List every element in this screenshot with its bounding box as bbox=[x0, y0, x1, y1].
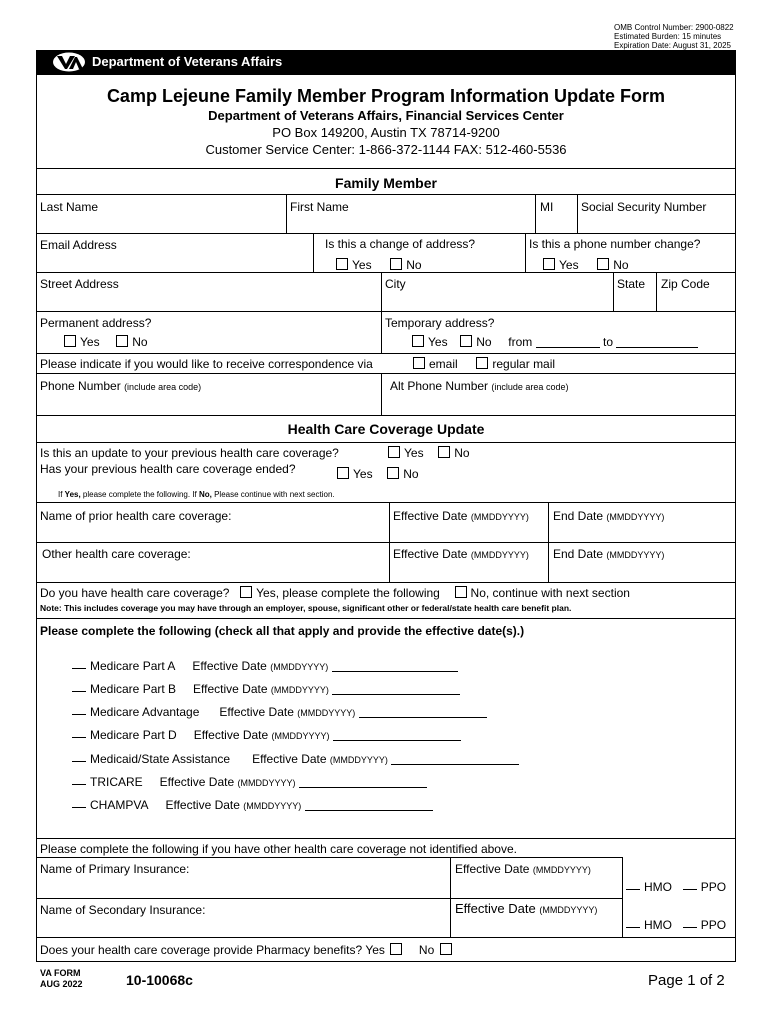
instruction-no: No, bbox=[198, 490, 212, 499]
omb-info bbox=[614, 23, 734, 50]
form-label-date: AUG 2022 bbox=[40, 979, 83, 989]
secondary-effective-date-input[interactable] bbox=[452, 918, 620, 936]
street-address-input[interactable] bbox=[38, 293, 379, 309]
ssn-input[interactable] bbox=[579, 216, 734, 232]
zip-code-input[interactable] bbox=[658, 293, 734, 309]
secondary-plan-type bbox=[626, 918, 726, 932]
have-coverage-row bbox=[40, 586, 630, 600]
correspondence-question: Please indicate if you would like to receive correspondence via bbox=[40, 357, 373, 371]
effective-date-text: Effective Date bbox=[192, 659, 267, 673]
last-name-input[interactable] bbox=[38, 216, 284, 232]
alt-phone-number-label bbox=[390, 379, 568, 393]
ppo-label: PPO bbox=[700, 918, 727, 932]
address-change-question: Is this a change of address? bbox=[325, 237, 476, 251]
pharmacy-yes-checkbox[interactable] bbox=[390, 943, 402, 955]
yes-label: Yes bbox=[428, 335, 448, 349]
phone-number-note: (include area code) bbox=[124, 382, 202, 392]
pharmacy-question: Does your health care coverage provide Pharmacy benefits? bbox=[40, 943, 363, 957]
ended-no-checkbox[interactable] bbox=[387, 467, 399, 479]
yes-label: Yes bbox=[352, 258, 372, 272]
permanent-address-options bbox=[64, 335, 148, 349]
last-name-label: Last Name bbox=[40, 200, 99, 214]
primary-plan-type bbox=[626, 880, 726, 894]
correspondence-mail-checkbox[interactable] bbox=[476, 357, 488, 369]
date-format: (MMDDYYYY) bbox=[606, 512, 665, 522]
effective-date-text: Effective Date bbox=[252, 752, 327, 766]
instruction-text: please complete the following. If bbox=[80, 490, 199, 499]
instruction-text: Please continue with next section. bbox=[211, 490, 335, 499]
city-label: City bbox=[385, 277, 406, 291]
first-name-input[interactable] bbox=[288, 216, 533, 232]
have-coverage-no-label: No, continue with next section bbox=[470, 586, 630, 600]
update-no-checkbox[interactable] bbox=[438, 446, 450, 458]
temporary-address-options bbox=[412, 335, 698, 349]
effective-date-text: Effective Date bbox=[193, 682, 268, 696]
ended-options bbox=[337, 467, 419, 481]
date-format: (MMDDYYYY) bbox=[329, 755, 388, 765]
plan-medicare-advantage bbox=[72, 705, 487, 719]
complete-following-heading: Please complete the following (check all that apply and provide the effective date(s).) bbox=[40, 624, 525, 638]
pharmacy-row bbox=[40, 943, 456, 957]
effective-date-text: Effective Date bbox=[219, 705, 294, 719]
hmo-label: HMO bbox=[644, 918, 672, 932]
plan-tricare-date-input[interactable] bbox=[299, 787, 427, 788]
primary-hmo-checkbox[interactable] bbox=[626, 889, 640, 890]
permanent-no-checkbox[interactable] bbox=[116, 335, 128, 347]
plan-label: Medicare Advantage bbox=[90, 705, 200, 719]
prior-coverage-label: Name of prior health care coverage: bbox=[40, 509, 232, 523]
date-format: (MMDDYYYY) bbox=[539, 905, 598, 915]
coverage-heading: Health Care Coverage Update bbox=[287, 421, 485, 437]
ended-question: Has your previous health care coverage ended? bbox=[40, 462, 296, 476]
primary-insurance-label: Name of Primary Insurance: bbox=[40, 862, 190, 876]
plan-label: Medicaid/State Assistance bbox=[90, 752, 231, 766]
plan-medicare-d bbox=[72, 728, 461, 742]
plan-tricare-checkbox[interactable] bbox=[72, 784, 86, 785]
phone-change-no-checkbox[interactable] bbox=[597, 258, 609, 270]
hmo-label: HMO bbox=[644, 880, 672, 894]
plan-champva-checkbox[interactable] bbox=[72, 807, 86, 808]
date-format: (MMDDYYYY) bbox=[270, 662, 329, 672]
street-address-label: Street Address bbox=[40, 277, 119, 291]
permanent-yes-checkbox[interactable] bbox=[64, 335, 76, 347]
phone-number-label bbox=[40, 379, 201, 393]
form-number: 10-10068c bbox=[126, 972, 193, 988]
agency-name: Department of Veterans Affairs bbox=[92, 54, 283, 69]
plan-medicaid-checkbox[interactable] bbox=[72, 761, 86, 762]
temporary-no-checkbox[interactable] bbox=[460, 335, 472, 347]
instruction-yes: Yes, bbox=[64, 490, 81, 499]
zip-code-label: Zip Code bbox=[661, 277, 710, 291]
secondary-insurance-label: Name of Secondary Insurance: bbox=[40, 903, 206, 917]
email-input[interactable] bbox=[38, 254, 311, 270]
yes-label: Yes bbox=[353, 467, 373, 481]
if-yes-instruction bbox=[58, 490, 335, 499]
plan-medicaid-date-input[interactable] bbox=[391, 764, 519, 765]
permanent-address-question: Permanent address? bbox=[40, 316, 152, 330]
omb-expiration: Expiration Date: August 31, 2025 bbox=[614, 41, 731, 50]
plan-label: Medicare Part B bbox=[90, 682, 177, 696]
yes-label: Yes bbox=[80, 335, 100, 349]
phone-change-question: Is this a phone number change? bbox=[529, 237, 701, 251]
other-coverage-intro: Please complete the following if you have other health care coverage not identified above. bbox=[40, 842, 517, 856]
other-end-date-input[interactable] bbox=[550, 563, 734, 580]
other-effective-date-label bbox=[393, 547, 529, 561]
no-label: No bbox=[454, 446, 470, 460]
have-coverage-yes-checkbox[interactable] bbox=[240, 586, 252, 598]
date-format: (MMDDYYYY) bbox=[270, 685, 329, 695]
va-logo bbox=[52, 52, 86, 72]
state-label: State bbox=[617, 277, 646, 291]
end-date-text: End Date bbox=[553, 547, 604, 561]
plan-medicare-advantage-date-input[interactable] bbox=[359, 717, 487, 718]
phone-number-text: Phone Number bbox=[40, 379, 121, 393]
alt-phone-number-note: (include area code) bbox=[491, 382, 569, 392]
plan-champva bbox=[72, 798, 433, 812]
no-label: No bbox=[476, 335, 492, 349]
first-name-label: First Name bbox=[290, 200, 349, 214]
yes-label: Yes bbox=[559, 258, 579, 272]
plan-tricare bbox=[72, 775, 427, 789]
date-format: (MMDDYYYY) bbox=[470, 512, 529, 522]
omb-control-number: OMB Control Number: 2900-0822 bbox=[614, 23, 734, 32]
no-label: No bbox=[613, 258, 629, 272]
instruction-text: If bbox=[58, 490, 65, 499]
other-end-date-label bbox=[553, 547, 664, 561]
ended-yes-checkbox[interactable] bbox=[337, 467, 349, 479]
plan-medicare-b-date-input[interactable] bbox=[332, 694, 460, 695]
yes-label: Yes bbox=[404, 446, 424, 460]
have-coverage-question: Do you have health care coverage? bbox=[40, 586, 230, 600]
email-label: Email Address bbox=[40, 238, 117, 252]
temporary-yes-checkbox[interactable] bbox=[412, 335, 424, 347]
to-label: to bbox=[602, 335, 613, 349]
plan-label: Medicare Part A bbox=[90, 659, 176, 673]
phone-change-yes-checkbox[interactable] bbox=[543, 258, 555, 270]
plan-medicare-advantage-checkbox[interactable] bbox=[72, 714, 86, 715]
mi-label: MI bbox=[540, 200, 554, 214]
no-label: No bbox=[132, 335, 148, 349]
plan-label: TRICARE bbox=[90, 775, 143, 789]
date-format: (MMDDYYYY) bbox=[606, 550, 665, 560]
correspondence-email-checkbox[interactable] bbox=[413, 357, 425, 369]
from-label: from bbox=[508, 335, 533, 349]
secondary-hmo-checkbox[interactable] bbox=[626, 927, 640, 928]
temporary-to-input[interactable] bbox=[616, 347, 698, 348]
no-label: No bbox=[403, 467, 419, 481]
effective-date-text: Effective Date bbox=[165, 798, 240, 812]
email-option-label: email bbox=[429, 357, 458, 371]
mailing-address: PO Box 149200, Austin TX 78714-9200 bbox=[272, 125, 500, 140]
date-format: (MMDDYYYY) bbox=[243, 801, 302, 811]
form-label-va-form: VA FORM bbox=[40, 968, 81, 978]
omb-burden: Estimated Burden: 15 minutes bbox=[614, 32, 722, 41]
prior-end-date-input[interactable] bbox=[550, 524, 734, 541]
pharmacy-no-checkbox[interactable] bbox=[440, 943, 452, 955]
mi-input[interactable] bbox=[537, 216, 575, 232]
no-label: No bbox=[406, 258, 422, 272]
regular-mail-option-label: regular mail bbox=[492, 357, 556, 371]
update-options bbox=[388, 446, 470, 460]
secondary-ppo-checkbox[interactable] bbox=[683, 927, 697, 928]
address-change-options bbox=[336, 258, 422, 272]
coverage-note: Note: This includes coverage you may have through an employer, spouse, significant other or federal/state health care benefit plan. bbox=[40, 603, 572, 613]
date-format: (MMDDYYYY) bbox=[297, 708, 356, 718]
plan-label: Medicare Part D bbox=[90, 728, 177, 742]
update-yes-checkbox[interactable] bbox=[388, 446, 400, 458]
plan-medicare-a-checkbox[interactable] bbox=[72, 668, 86, 669]
alt-phone-number-text: Alt Phone Number bbox=[390, 379, 489, 393]
prior-effective-date-input[interactable] bbox=[391, 524, 546, 541]
form-title: Camp Lejeune Family Member Program Information Update Form bbox=[106, 86, 666, 106]
update-question: Is this an update to your previous health care coverage? bbox=[40, 446, 339, 460]
effective-date-text: Effective Date bbox=[393, 547, 468, 561]
page-number: Page 1 of 2 bbox=[648, 972, 725, 989]
primary-effective-date-label bbox=[455, 862, 591, 876]
form-subtitle: Department of Veterans Affairs, Financial Services Center bbox=[208, 108, 564, 123]
correspondence-options bbox=[413, 357, 555, 371]
prior-end-date-label bbox=[553, 509, 664, 523]
agency-header-bar bbox=[36, 50, 736, 74]
prior-effective-date-label bbox=[393, 509, 529, 523]
address-change-no-checkbox[interactable] bbox=[390, 258, 402, 270]
address-change-yes-checkbox[interactable] bbox=[336, 258, 348, 270]
date-format: (MMDDYYYY) bbox=[237, 778, 296, 788]
alt-phone-number-input[interactable] bbox=[383, 396, 734, 413]
prior-coverage-input[interactable] bbox=[38, 524, 387, 541]
date-format: (MMDDYYYY) bbox=[470, 550, 529, 560]
secondary-insurance-input[interactable] bbox=[38, 918, 448, 936]
date-format: (MMDDYYYY) bbox=[271, 731, 330, 741]
effective-date-text: Effective Date bbox=[455, 901, 536, 916]
city-input[interactable] bbox=[383, 293, 611, 309]
form-label bbox=[40, 968, 83, 990]
effective-date-text: Effective Date bbox=[193, 728, 269, 742]
end-date-text: End Date bbox=[553, 509, 604, 523]
plan-medicare-d-checkbox[interactable] bbox=[72, 737, 86, 738]
plan-medicare-a bbox=[72, 659, 458, 673]
state-input[interactable] bbox=[615, 293, 654, 309]
have-coverage-yes-label: Yes, please complete the following bbox=[256, 586, 440, 600]
ssn-label: Social Security Number bbox=[581, 200, 707, 214]
plan-medicare-b-checkbox[interactable] bbox=[72, 691, 86, 692]
plan-medicare-b bbox=[72, 682, 460, 696]
phone-number-input[interactable] bbox=[38, 396, 379, 413]
plan-label: CHAMPVA bbox=[90, 798, 149, 812]
pharmacy-no-label: No bbox=[418, 943, 435, 957]
plan-medicaid bbox=[72, 752, 519, 766]
pharmacy-yes-label: Yes bbox=[365, 943, 385, 957]
date-format: (MMDDYYYY) bbox=[532, 865, 591, 875]
plan-champva-date-input[interactable] bbox=[305, 810, 433, 811]
temporary-from-input[interactable] bbox=[536, 347, 600, 348]
other-coverage-input[interactable] bbox=[38, 563, 387, 580]
other-coverage-label: Other health care coverage: bbox=[42, 547, 191, 561]
contact-info: Customer Service Center: 1-866-372-1144 FAX: 512-460-5536 bbox=[205, 142, 567, 157]
effective-date-text: Effective Date bbox=[455, 862, 530, 876]
temporary-address-question: Temporary address? bbox=[385, 316, 495, 330]
primary-insurance-input[interactable] bbox=[38, 878, 448, 896]
primary-effective-date-input[interactable] bbox=[452, 878, 620, 896]
plan-medicare-a-date-input[interactable] bbox=[332, 671, 458, 672]
effective-date-text: Effective Date bbox=[159, 775, 235, 789]
family-member-heading: Family Member bbox=[335, 175, 437, 191]
phone-change-options bbox=[543, 258, 629, 272]
have-coverage-no-checkbox[interactable] bbox=[455, 586, 467, 598]
ppo-label: PPO bbox=[700, 880, 727, 894]
effective-date-text: Effective Date bbox=[393, 509, 468, 523]
plan-medicare-d-date-input[interactable] bbox=[333, 740, 461, 741]
primary-ppo-checkbox[interactable] bbox=[683, 889, 697, 890]
other-effective-date-input[interactable] bbox=[391, 563, 546, 580]
secondary-effective-date-label bbox=[455, 901, 597, 916]
